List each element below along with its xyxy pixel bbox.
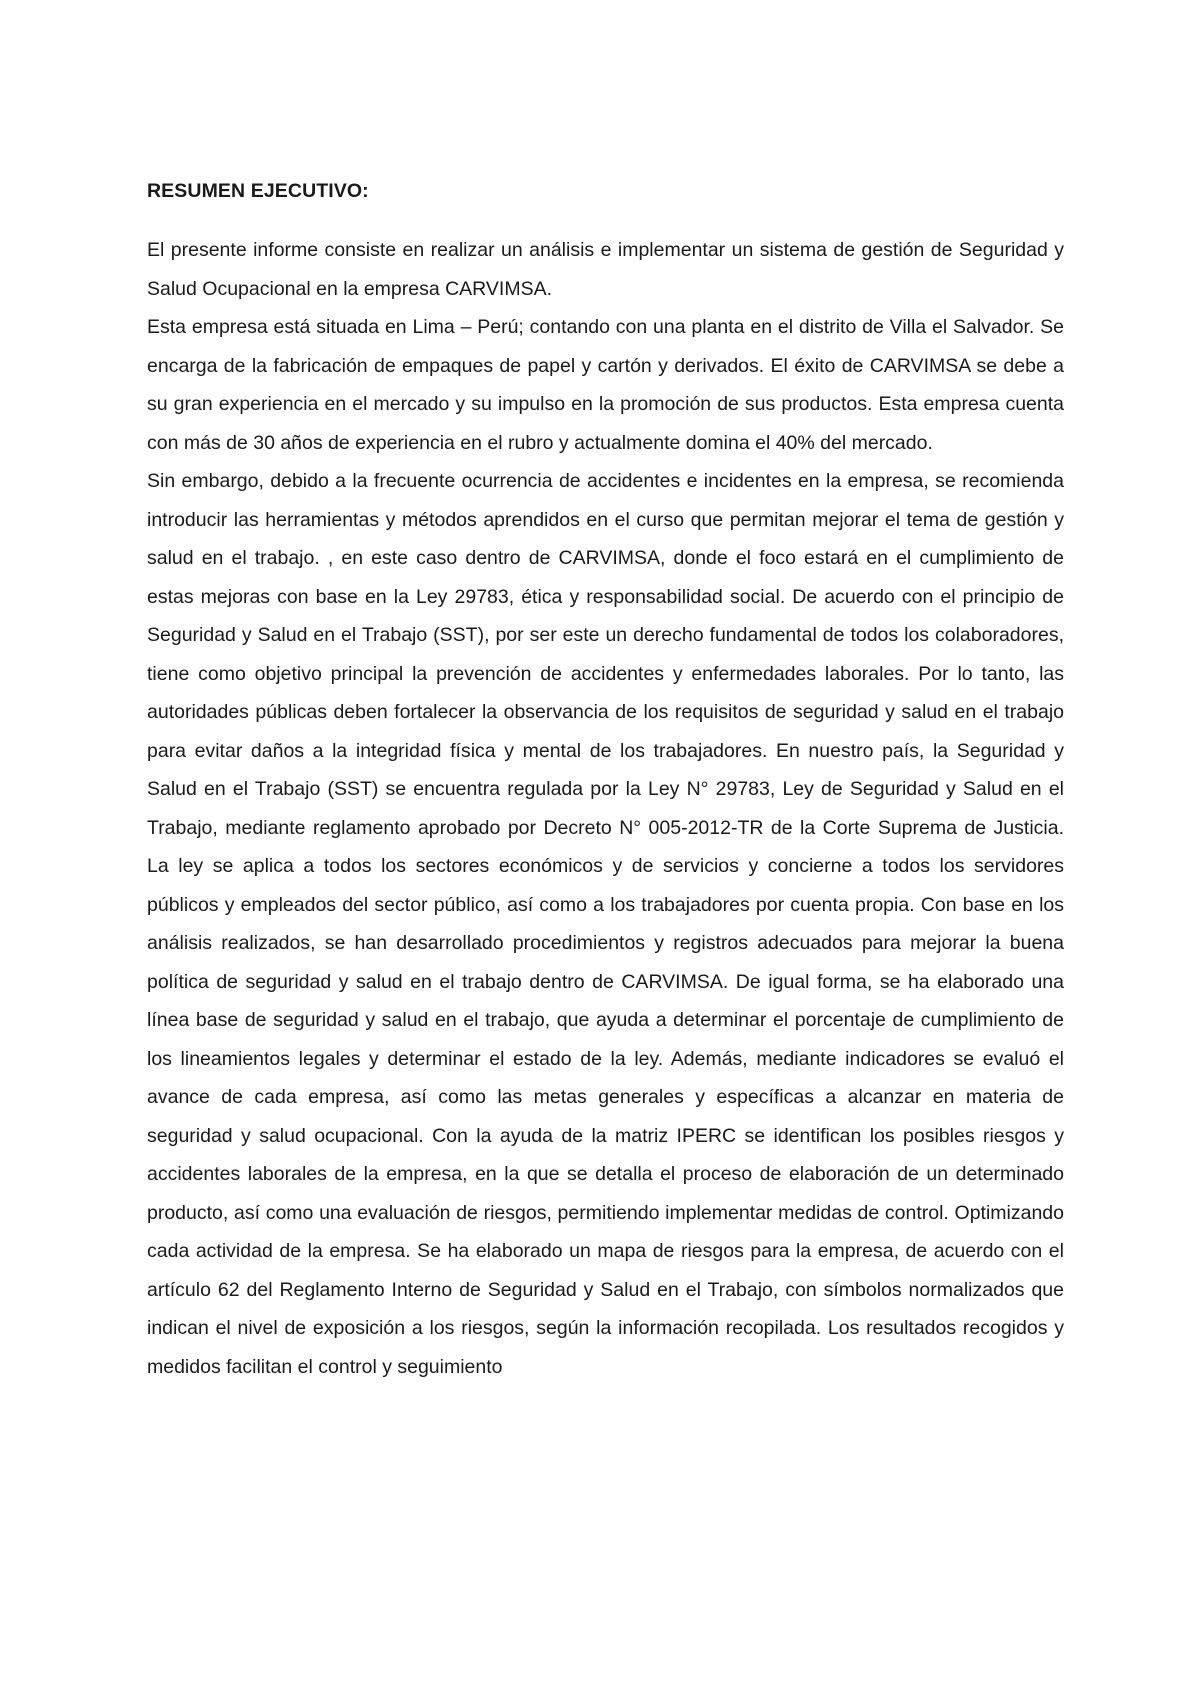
paragraph-company: Esta empresa está situada en Lima – Perú; contando con una planta en el distrito de Villa el Salvador. Se encarga de la fabricación de empaques de papel y cartón y derivados. El éxito de CARVIMSA se debe a su gran experiencia en el mercado y su impulso en la promoción de sus productos. Esta empresa cuenta con más de 30 años de experiencia en el rubro y actualmente domina el 40% del mercado. (147, 316, 1064, 454)
paragraph-intro: El presente informe consiste en realizar un análisis e implementar un sistema de gestión de Seguridad y Salud Ocupacional en la empresa CARVIMSA. (147, 239, 1064, 300)
paragraph-analysis: Sin embargo, debido a la frecuente ocurrencia de accidentes e incidentes en la empresa, se recomienda introducir las herramientas y métodos aprendidos en el curso que permitan mejorar el tema de gestión y salud en el trabajo. , en este caso dentro de CARVIMSA, donde el foco estará en el cumplimiento de estas mejoras con base en la Ley 29783, ética y responsabilidad social. De acuerdo con el principio de Seguridad y Salud en el Trabajo (SST), por ser este un derecho fundamental de todos los colaboradores, tiene como objetivo principal la prevención de accidentes y enfermedades laborales. Por lo tanto, las autoridades públicas deben fortalecer la observancia de los requisitos de seguridad y salud en el trabajo para evitar daños a la integridad física y mental de los trabajadores. En nuestro país, la Seguridad y Salud en el Trabajo (SST) se encuentra regulada por la Ley N° 29783, Ley de Seguridad y Salud en el Trabajo, mediante reglamento aprobado por Decreto N° 005-2012-TR de la Corte Suprema de Justicia. La ley se aplica a todos los sectores económicos y de servicios y concierne a todos los servidores públicos y empleados del sector público, así como a los trabajadores por cuenta propia. Con base en los análisis realizados, se han desarrollado procedimientos y registros adecuados para mejorar la buena política de seguridad y salud en el trabajo dentro de CARVIMSA. De igual forma, se ha elaborado una línea base de seguridad y salud en el trabajo, que ayuda a determinar el porcentaje de cumplimiento de los lineamientos legales y determinar el estado de la ley. Además, mediante indicadores se evaluó el avance de cada empresa, así como las metas generales y específicas a alcanzar en materia de seguridad y salud ocupacional. Con la ayuda de la matriz IPERC se identifican los posibles riesgos y accidentes laborales de la empresa, en la que se detalla el proceso de elaboración de un determinado producto, así como una evaluación de riesgos, permitiendo implementar medidas de control. Optimizando cada actividad de la empresa. Se ha elaborado un mapa de riesgos para la empresa, de acuerdo con el artículo 62 del Reglamento Interno de Seguridad y Salud en el Trabajo, con símbolos normalizados que indican el nivel de exposición a los riesgos, según la información recopilada. Los resultados recogidos y medidos facilitan el control y seguimiento (147, 470, 1064, 1378)
section-heading: RESUMEN EJECUTIVO: (147, 180, 369, 202)
document-body (147, 179, 1064, 1386)
